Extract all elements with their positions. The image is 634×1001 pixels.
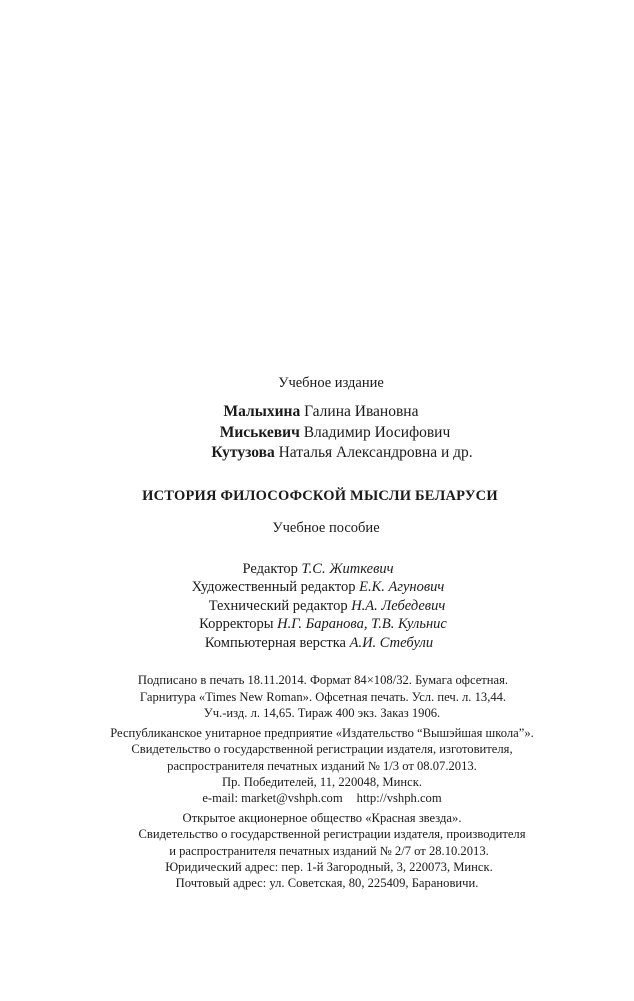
publisher-email: e-mail: market@vshph.com: [202, 791, 343, 806]
credit-line: [2, 578, 634, 597]
book-title: ИСТОРИЯ ФИЛОСОФСКОЙ МЫСЛИ БЕЛАРУСИ: [142, 487, 498, 504]
credit-person: Т.С. Житкевич: [301, 560, 394, 577]
printer-line: Открытое акционерное общество «Красная звезда».: [182, 810, 462, 825]
author-line: [36, 423, 634, 444]
author-surname: Миськевич: [219, 423, 300, 441]
publisher-info: [0, 725, 634, 807]
credit-person: Н.Г. Баранова, Т.В. Кульнис: [277, 616, 447, 633]
publisher-name: Республиканское унитарное предприятие «Издательство “Вышэйшая школа”».: [110, 725, 534, 740]
author-name: Наталья Александровна и др.: [278, 444, 473, 461]
book-type: Учебное пособие: [272, 519, 380, 536]
credit-line: [2, 560, 634, 579]
credit-line: [4, 634, 634, 653]
print-info-line: Подписано в печать 18.11.2014. Формат 84×108/32. Бумага офсетная.: [137, 673, 509, 688]
author-line: [8, 402, 634, 423]
credit-role: Редактор: [242, 560, 298, 577]
author-name: Владимир Иосифович: [303, 423, 451, 441]
credits-list: [0, 560, 634, 653]
printer-line: Свидетельство о государственной регистрации издателя, производителя: [138, 827, 526, 842]
publisher-cert-line: Свидетельство о государственной регистрации издателя, изготовителя,: [131, 742, 513, 757]
publisher-cert-line: распространителя печатных изданий № 1/3 от 08.07.2013.: [167, 758, 477, 773]
credit-person: А.И. Стебули: [349, 634, 434, 651]
credit-line: [20, 597, 634, 616]
publisher-website: http://vshph.com: [356, 791, 442, 806]
credit-role: Корректоры: [199, 616, 274, 633]
credit-line: [12, 615, 634, 634]
credit-role: Технический редактор: [208, 597, 348, 614]
print-info-line: Гарнитура «Times New Roman». Офсетная печать. Усл. печ. л. 13,44.: [139, 689, 507, 704]
print-info-line: Уч.-изд. л. 14,65. Тираж 400 экз. Заказ 1906.: [203, 706, 441, 721]
author-name: Галина Ивановна: [304, 403, 419, 420]
printer-line: Юридический адрес: пер. 1-й Загородный, 3, 220073, Минск.: [165, 859, 493, 874]
author-surname: Малыхина: [223, 403, 301, 420]
author-surname: Кутузова: [211, 444, 275, 461]
printer-line: и распространителя печатных изданий № 2/7 от 28.10.2013.: [169, 843, 489, 858]
credit-person: Н.А. Лебедевич: [351, 597, 446, 614]
publisher-contacts: [10, 790, 634, 806]
author-line: [50, 443, 634, 464]
imprint-block: [0, 374, 634, 892]
credit-person: Е.К. Агунович: [359, 579, 445, 596]
publisher-address: Пр. Победителей, 11, 220048, Минск.: [222, 774, 422, 789]
printer-info: [0, 810, 634, 892]
credit-role: Художественный редактор: [191, 579, 356, 596]
credit-role: Компьютерная верстка: [204, 634, 346, 651]
authors-list: [0, 402, 634, 464]
print-info: [0, 672, 634, 721]
edition-type: Учебное издание: [278, 375, 384, 391]
printer-line: Почтовый адрес: ул. Советская, 80, 225409, Барановичи.: [175, 876, 479, 891]
